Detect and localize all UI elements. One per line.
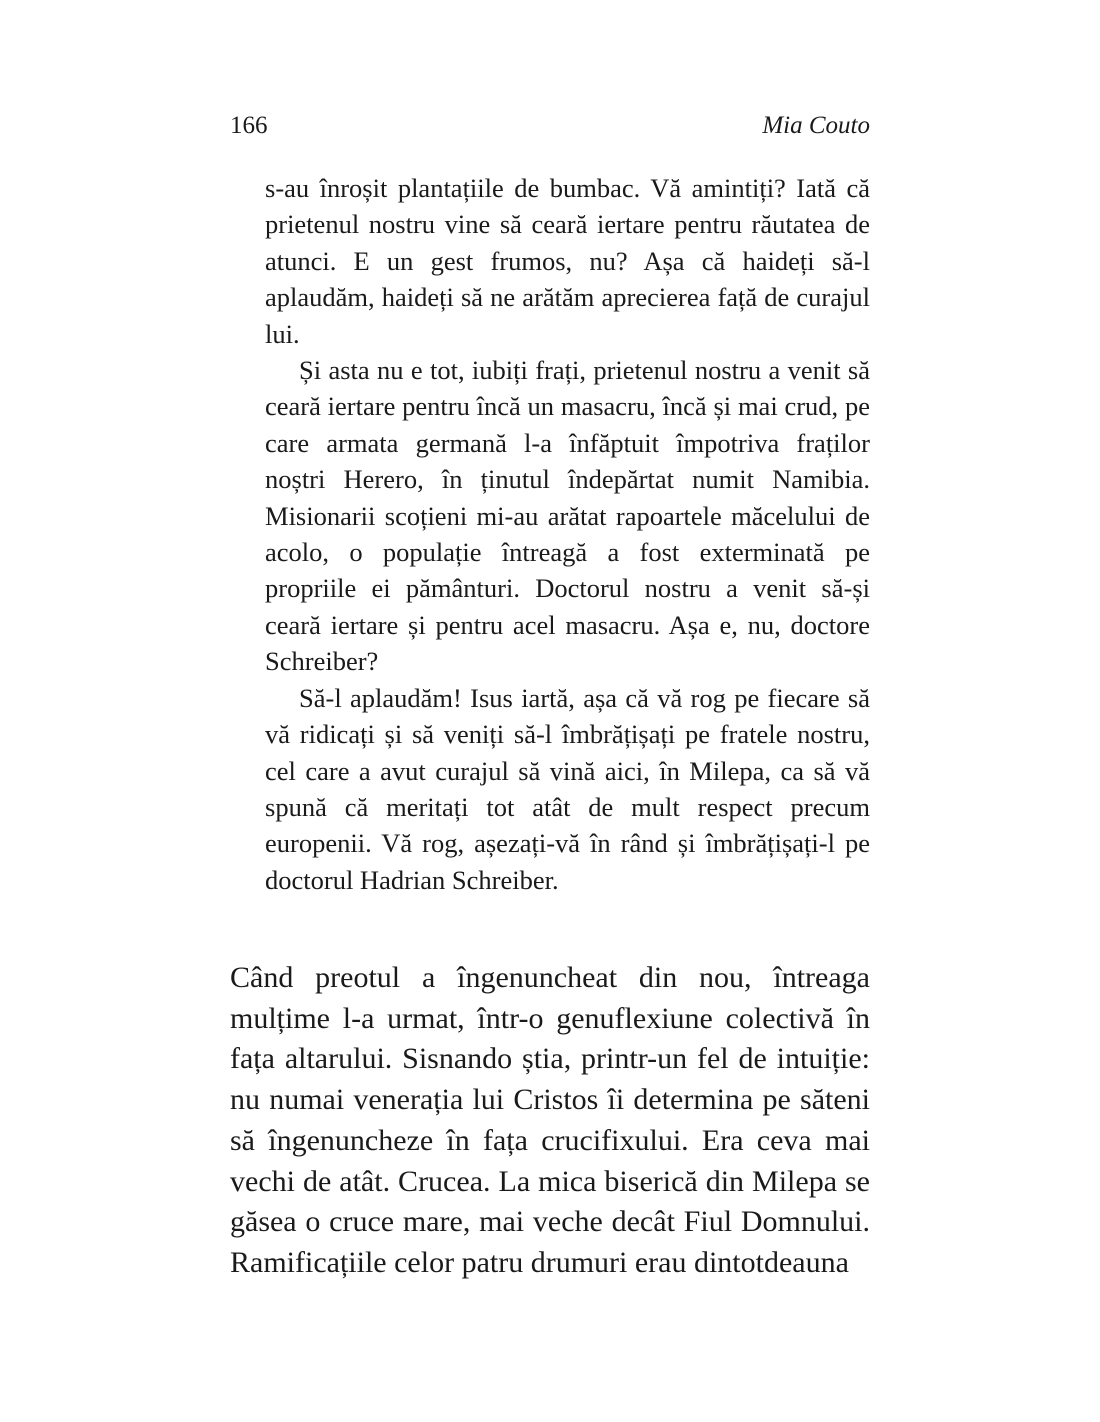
- page-number: 166: [230, 112, 268, 139]
- page-header: [230, 108, 870, 144]
- quote-paragraph: Să-l aplaudăm! Isus iartă, așa că vă rog pe fiecare să vă ridicați și să veniți să-l îmbrățișați pe fratele nostru, cel care a avut curajul să vină aici, în Milepa, ca să vă spună că meritați tot atât de mult respect precum europenii. Vă rog, așezați-vă în rând și îmbrățișați-l pe doctorul Hadrian Schreiber.: [265, 682, 870, 895]
- block-quote: [265, 170, 870, 898]
- quote-paragraph: s-au înroșit plantațiile de bumbac. Vă amintiți? Iată că prietenul nostru vine să ceară iertare pentru răutatea de atunci. E un gest frumos, nu? Așa că haideți să-l aplaudăm, haideți să ne arătăm aprecierea față de curajul lui.: [265, 173, 870, 349]
- running-head-author: Mia Couto: [762, 112, 870, 139]
- body-paragraph: Când preotul a îngenuncheat din nou, întreaga mulțime l-a urmat, într-o genuflexiune colectivă în fața altarului. Sisnando știa, printr-un fel de intuiție: nu numai venerația lui Cristos îi determina pe săteni să îngenuncheze în fața crucifixului. Era ceva mai vechi de atât. Crucea. La mica biserică din Milepa se găsea o cruce mare, mai veche decât Fiul Domnului. Ramificațiile celor patru drumuri erau dintotdeauna: [230, 961, 870, 1279]
- quote-paragraph: Și asta nu e tot, iubiți frați, prietenul nostru a venit să ceară iertare pentru încă un masacru, încă și mai crud, pe care armata germană l-a înfăptuit împotriva fraților noștri Herero, în ținutul îndepărtat numit Namibia. Misionarii scoțieni mi-au arătat rapoartele măcelului de acolo, o populație întreagă a fost exterminată pe propriile ei pământuri. Doctorul nostru a venit să-și ceară iertare și pentru acel masacru. Așa e, nu, doctore Schreiber?: [265, 355, 870, 677]
- body-text: [230, 958, 870, 1284]
